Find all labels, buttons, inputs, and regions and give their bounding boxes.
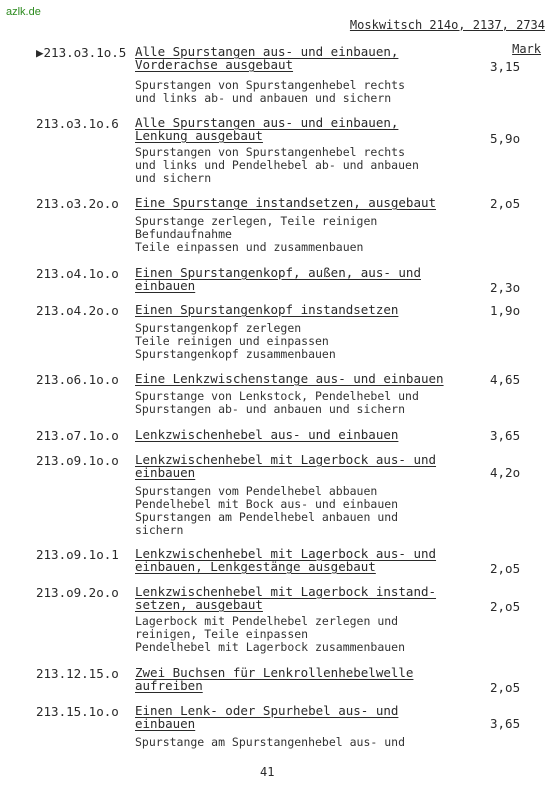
entry-title (135, 453, 455, 479)
entry-title-line: einbauen (135, 716, 196, 731)
site-label: azlk.de (6, 6, 41, 18)
entry-title-line: Eine Spurstange instandsetzen, ausgebaut (135, 195, 437, 210)
entry-price: 2,o5 (490, 599, 521, 614)
entry-description (135, 615, 465, 654)
entry-description-line: und links ab- und anbauen und sichern (135, 91, 392, 105)
entry-description-line: Teile einpassen und zusammenbauen (135, 240, 364, 254)
entry-code: 213.o3.1o.6 (36, 116, 119, 131)
entry-price: 1,9o (490, 303, 521, 318)
entry-description (135, 215, 465, 254)
entry-description (135, 736, 465, 749)
entry-price: 4,2o (490, 465, 521, 480)
column-header-mark: Mark (512, 42, 541, 56)
entry-description-line: Spurstangenkopf zusammenbauen (135, 347, 336, 361)
entry-title (135, 428, 455, 441)
entry-description-line: Pendelhebel mit Bock aus- und einbauen (135, 497, 399, 511)
vehicle-models: Moskwitsch 214o, 2137, 2734 (349, 18, 545, 32)
entry-price: 3,65 (490, 428, 521, 443)
entry-description-line: und links und Pendelhebel ab- und anbauen (135, 158, 419, 172)
entry-title-line: Lenkzwischenhebel mit Lagerbock aus- und (135, 546, 437, 561)
entry-title (135, 547, 455, 573)
entry-description-line: Spurstange am Spurstangenhebel aus- und (135, 735, 406, 749)
entry-description-line: Teile reinigen und einpassen (135, 334, 329, 348)
entry-title-line: Einen Spurstangenkopf, außen, aus- und (135, 265, 421, 280)
entry-price: 2,3o (490, 280, 521, 295)
entry-description-line: Befundaufnahme (135, 227, 232, 241)
entry-title-line: Einen Lenk- oder Spurhebel aus- und (135, 703, 399, 718)
entry-title-line: Lenkzwischenhebel mit Lagerbock aus- und (135, 452, 437, 467)
entry-code: 213.o9.1o.1 (36, 547, 119, 562)
entry-title-line: Einen Spurstangenkopf instandsetzen (135, 302, 399, 317)
entry-title (135, 45, 455, 71)
entry-code: 213.15.1o.o (36, 704, 119, 719)
entry-description-line: Lagerbock mit Pendelhebel zerlegen und (135, 614, 399, 628)
entry-price: 4,65 (490, 372, 521, 387)
entry-title (135, 585, 455, 611)
page-number: 41 (260, 765, 275, 779)
entry-title-line: Zwei Buchsen für Lenkrollenhebelwelle (135, 665, 414, 680)
entry-price: 5,9o (490, 131, 521, 146)
entry-title-line: Lenkzwischenhebel aus- und einbauen (135, 427, 399, 442)
entry-description-line: Spurstange von Lenkstock, Pendelhebel und (135, 389, 419, 403)
entry-title-line: setzen, ausgebaut (135, 597, 263, 612)
entry-description-line: Spurstangen vom Pendelhebel abbauen (135, 484, 378, 498)
entry-title (135, 266, 455, 292)
entry-title-line: Eine Lenkzwischenstange aus- und einbauen (135, 371, 444, 386)
entry-title (135, 704, 455, 730)
entry-description (135, 146, 465, 185)
entry-description-line: Spurstangen ab- und anbauen und sichern (135, 402, 406, 416)
entry-code: 213.o4.1o.o (36, 266, 119, 281)
entry-description-line: Spurstangen von Spurstangenhebel rechts (135, 78, 406, 92)
entry-title-line: einbauen (135, 278, 196, 293)
entry-price: 2,o5 (490, 680, 521, 695)
entry-code: 213.o7.1o.o (36, 428, 119, 443)
entry-title (135, 303, 455, 316)
entry-code: ▶213.o3.1o.5 (36, 45, 127, 60)
entry-title-line: Alle Spurstangen aus- und einbauen, (135, 115, 399, 130)
entry-title (135, 196, 455, 209)
entry-description (135, 322, 465, 361)
entry-description-line: sichern (135, 523, 184, 537)
entry-code: 213.o6.1o.o (36, 372, 119, 387)
entry-code: 213.12.15.o (36, 666, 119, 681)
entry-price: 2,o5 (490, 561, 521, 576)
entry-title-line: Vorderachse ausgebaut (135, 57, 294, 72)
entry-code: 213.o9.1o.o (36, 453, 119, 468)
entry-description-line: Spurstange zerlegen, Teile reinigen (135, 214, 378, 228)
entry-title (135, 372, 455, 385)
entry-price: 3,15 (490, 59, 521, 74)
entry-title-line: Lenkung ausgebaut (135, 128, 263, 143)
entry-title-line: aufreiben (135, 678, 203, 693)
entry-code: 213.o3.2o.o (36, 196, 119, 211)
entry-code: 213.o9.2o.o (36, 585, 119, 600)
entry-description-line: Spurstangen von Spurstangenhebel rechts (135, 145, 406, 159)
entry-title-line: einbauen (135, 465, 196, 480)
entry-description-line: Spurstangen am Pendelhebel anbauen und (135, 510, 399, 524)
entry-price: 3,65 (490, 716, 521, 731)
entry-title-line: Lenkzwischenhebel mit Lagerbock instand- (135, 584, 437, 599)
entry-title-line: einbauen, Lenkgestänge ausgebaut (135, 559, 376, 574)
entry-description-line: Spurstangenkopf zerlegen (135, 321, 302, 335)
entry-code: 213.o4.2o.o (36, 303, 119, 318)
entry-description (135, 79, 465, 105)
entry-description-line: und sichern (135, 171, 212, 185)
entry-description-line: Pendelhebel mit Lagerbock zusammenbauen (135, 640, 406, 654)
entry-price: 2,o5 (490, 196, 521, 211)
entry-description (135, 390, 465, 416)
entry-title (135, 666, 455, 692)
entry-title-line: Alle Spurstangen aus- und einbauen, (135, 44, 399, 59)
entry-description-line: reinigen, Teile einpassen (135, 627, 309, 641)
entry-title (135, 116, 455, 142)
entry-description (135, 485, 465, 537)
